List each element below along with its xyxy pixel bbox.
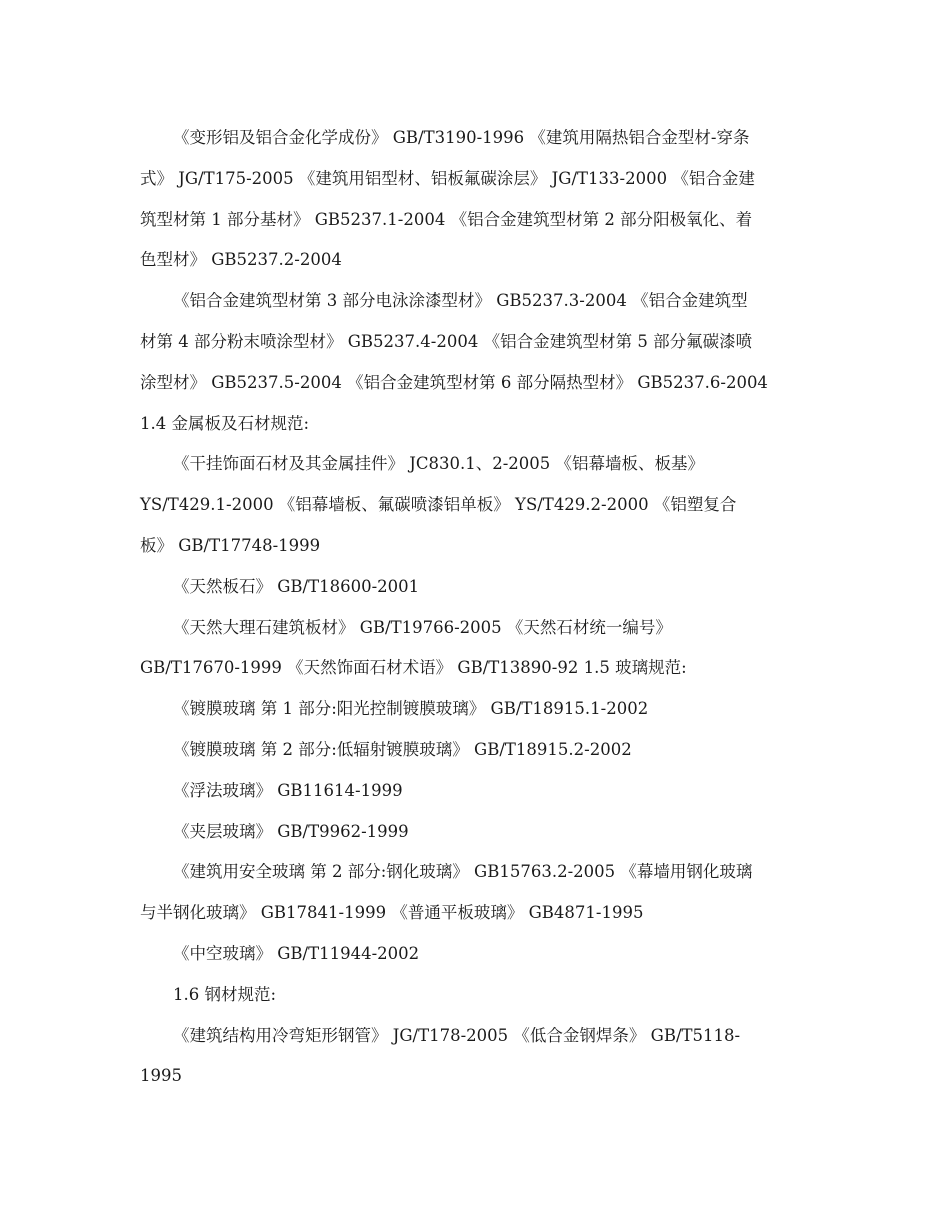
paragraph xyxy=(140,118,810,281)
text-line: 《建筑用安全玻璃 第 2 部分:钢化玻璃》 GB15763.2-2005 《幕墙用钢化玻璃 xyxy=(173,862,753,882)
text-line: 《浮法玻璃》 GB11614-1999 xyxy=(173,780,403,800)
paragraph xyxy=(140,567,810,608)
text-line: 板》 GB/T17748-1999 xyxy=(140,535,321,555)
text-line: 式》 JG/T175-2005 《建筑用铝型材、铝板氟碳涂层》 JG/T133-2000 《铝合金建 xyxy=(140,168,755,188)
text-line: 与半钢化玻璃》 GB17841-1999 《普通平板玻璃》 GB4871-1995 xyxy=(140,903,644,923)
text-line: 1995 xyxy=(140,1066,182,1086)
text-line: 《变形铝及铝合金化学成份》 GB/T3190-1996 《建筑用隔热铝合金型材-穿条 xyxy=(173,128,750,147)
text-line: 《天然大理石建筑板材》 GB/T19766-2005 《天然石材统一编号》 xyxy=(173,617,672,637)
text-line: 《铝合金建筑型材第 3 部分电泳涂漆型材》 GB5237.3-2004 《铝合金建筑型 xyxy=(173,291,748,311)
text-line: 色型材》 GB5237.2-2004 xyxy=(140,250,342,270)
text-line: 1.4 金属板及石材规范: xyxy=(140,413,310,433)
text-line: 《镀膜玻璃 第 2 部分:低辐射镀膜玻璃》 GB/T18915.2-2002 xyxy=(173,739,632,759)
text-line: 《建筑结构用冷弯矩形钢管》 JG/T178-2005 《低合金钢焊条》 GB/T5118- xyxy=(173,1025,741,1045)
text-line: 材第 4 部分粉末喷涂型材》 GB5237.4-2004 《铝合金建筑型材第 5 部分氟碳漆喷 xyxy=(140,331,753,351)
text-line: 《夹层玻璃》 GB/T9962-1999 xyxy=(173,821,409,841)
text-line: 《镀膜玻璃 第 1 部分:阳光控制镀膜玻璃》 GB/T18915.1-2002 xyxy=(173,699,649,719)
paragraph xyxy=(140,771,810,812)
paragraph xyxy=(140,444,810,566)
paragraph xyxy=(140,852,810,934)
paragraph xyxy=(140,689,810,730)
text-line: 涂型材》 GB5237.5-2004 《铝合金建筑型材第 6 部分隔热型材》 GB5237.6-2004 xyxy=(140,372,768,392)
paragraph xyxy=(140,1016,810,1098)
paragraph xyxy=(140,730,810,771)
text-line: 1.6 钢材规范: xyxy=(173,984,277,1004)
text-line: GB/T17670-1999 《天然饰面石材术语》 GB/T13890-92 1.5 玻璃规范: xyxy=(140,658,687,678)
paragraph xyxy=(140,934,810,975)
paragraph xyxy=(140,812,810,853)
paragraph xyxy=(140,281,810,444)
document-body xyxy=(140,118,810,1097)
text-line: 筑型材第 1 部分基材》 GB5237.1-2004 《铝合金建筑型材第 2 部分阳极氧化、着 xyxy=(140,209,753,229)
text-line: 《中空玻璃》 GB/T11944-2002 xyxy=(173,943,420,963)
paragraph xyxy=(140,608,810,690)
text-line: 《天然板石》 GB/T18600-2001 xyxy=(173,576,420,596)
text-line: YS/T429.1-2000 《铝幕墙板、氟碳喷漆铝单板》 YS/T429.2-2000 《铝塑复合 xyxy=(140,495,737,515)
text-line: 《干挂饰面石材及其金属挂件》 JC830.1、2-2005 《铝幕墙板、板基》 xyxy=(173,454,705,474)
paragraph xyxy=(140,975,810,1016)
